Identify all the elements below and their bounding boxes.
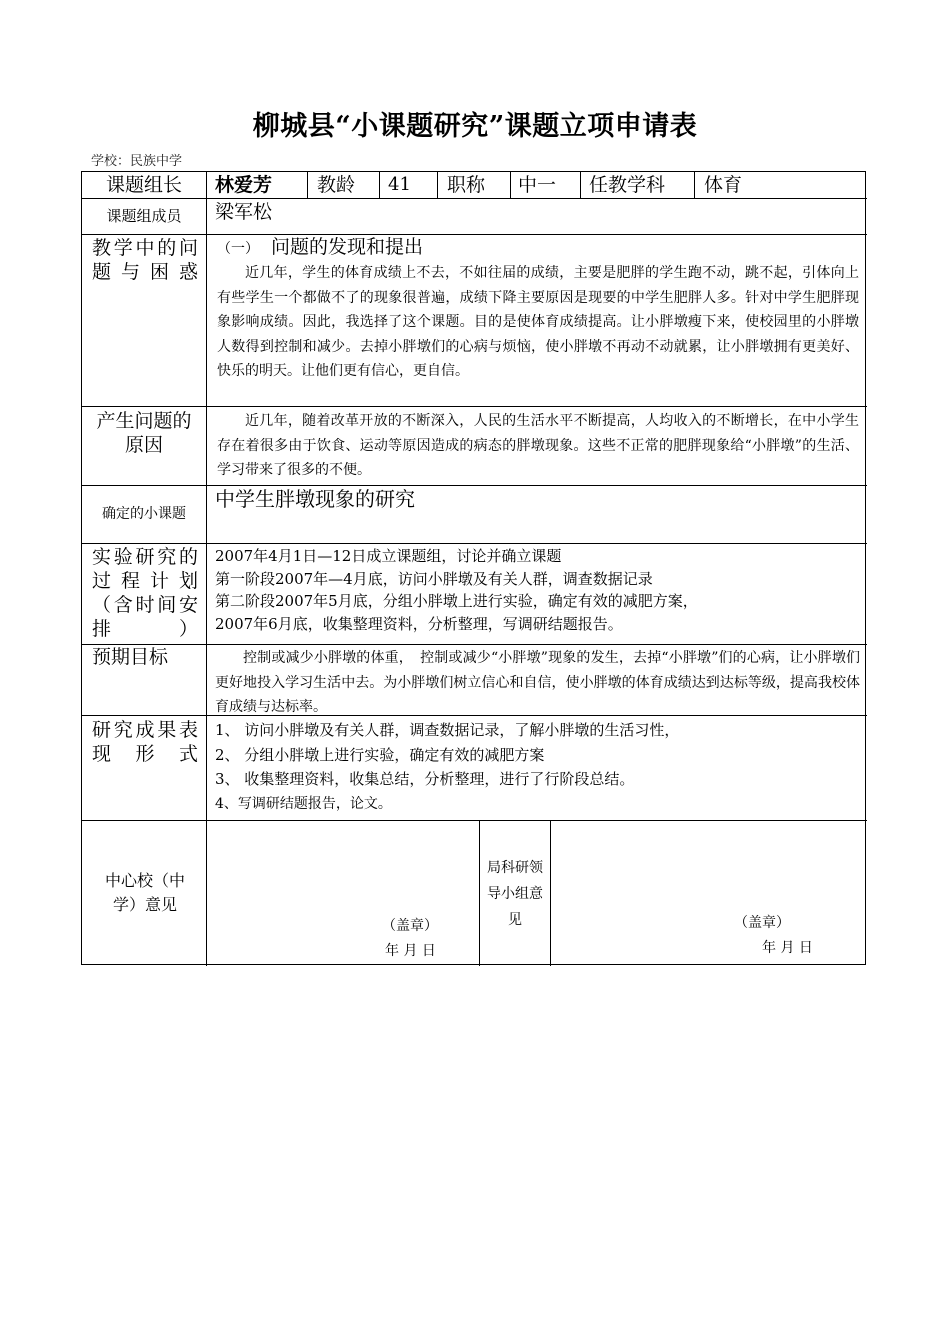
results-content: [215, 718, 860, 818]
row-divider: [82, 543, 867, 544]
problem-label: 教学中的问题与困惑: [92, 237, 198, 283]
row-divider: [82, 820, 867, 821]
column-divider: [437, 172, 438, 198]
teaching-subject-value: 体育: [704, 174, 743, 196]
center-school-opinion-label: 中心校（中学）意见: [104, 871, 185, 914]
problem-heading-number: （一）: [217, 241, 259, 257]
plan-label: 实验研究的过程计划（含时间安排）: [92, 546, 198, 640]
results-line: 3、 收集整理资料，收集总结，分析整理，进行了行阶段总结。: [215, 770, 635, 788]
bureau-date: 年 月 日: [762, 940, 813, 956]
column-divider: [307, 172, 308, 198]
page-title: 柳城县“小课题研究”课题立项申请表: [252, 111, 698, 142]
members-value: 梁军松: [215, 201, 273, 223]
column-divider: [379, 172, 380, 198]
column-divider: [694, 172, 695, 198]
cause-text: 近几年，随着改革开放的不断深入，人民的生活水平不断提高，人均收入的不断增长，在中小学生存在着很多由于饮食、运动等原因造成的病态的胖墩现象。这些不正常的肥胖现象给“小胖墩”的生活、学习带来了很多的不便。: [217, 413, 859, 478]
results-line: 2、 分组小胖墩上进行实验，确定有效的减肥方案: [215, 745, 545, 764]
plan-line: 2007年6月底，收集整理资料，分析整理，写调研结题报告。: [215, 614, 623, 633]
problem-content: [217, 235, 859, 405]
cause-label: 产生问题的原因: [96, 410, 192, 456]
plan-line: 第二阶段2007年5月底，分组小胖墩上进行实验，确定有效的减肥方案，: [215, 592, 698, 610]
column-divider: [206, 172, 207, 966]
row-divider: [82, 715, 867, 716]
plan-content: [215, 545, 860, 643]
leader-label: 课题组长: [105, 174, 182, 196]
title-rank-label: 职称: [447, 174, 486, 196]
title-rank-value: 中一: [518, 174, 557, 196]
column-divider: [479, 820, 480, 966]
bureau-opinion-label: 局科研领导小组意见: [487, 860, 543, 928]
plan-line: 2007年4月1日—12日成立课题组，讨论并确立课题: [215, 547, 562, 565]
problem-heading: 问题的发现和提出: [271, 236, 424, 258]
center-school-date: 年 月 日: [385, 943, 436, 959]
goal-text: 控制或减少小胖墩的体重， 控制或减少“小胖墩”现象的发生，去掉“小胖墩”们的心病，让小胖墩们更好地投入学习生活中去。为小胖墩们树立信心和自信，使小胖墩的体育成绩达到达标等级，提高我校体育成绩与达标率。: [215, 650, 860, 714]
center-school-seal: （盖章）: [382, 918, 438, 934]
topic-value: 中学生胖墩现象的研究: [215, 487, 415, 511]
leader-value: 林爱芳: [215, 174, 273, 196]
members-label: 课题组成员: [106, 207, 182, 225]
results-line: 1、 访问小胖墩及有关人群，调查数据记录，了解小胖墩的生活习性，: [215, 721, 680, 739]
goal-label: 预期目标: [92, 646, 169, 668]
column-divider: [580, 172, 581, 198]
teaching-age-label: 教龄: [317, 174, 356, 196]
results-label: 研究成果表现形式: [92, 719, 198, 765]
school-name: 学校：民族中学: [91, 154, 183, 169]
teaching-age-value: 41: [388, 174, 411, 195]
teaching-subject-label: 任教学科: [589, 174, 666, 196]
application-form-table: [81, 171, 866, 965]
column-divider: [510, 172, 511, 198]
column-divider: [550, 820, 551, 966]
row-divider: [82, 406, 867, 407]
plan-line: 第一阶段2007年—4月底，访问小胖墩及有关人群，调查数据记录: [215, 569, 653, 588]
topic-label: 确定的小课题: [102, 506, 186, 522]
results-line: 4、写调研结题报告，论文。: [215, 795, 392, 812]
bureau-seal: （盖章）: [734, 915, 790, 931]
problem-text: 近几年，学生的体育成绩上不去，不如往届的成绩，主要是肥胖的学生跑不动，跳不起，引体向上有些学生一个都做不了的现象很普遍，成绩下降主要原因是现要的中学生肥胖人多。针对中学生肥胖现象影响成绩。因此，我选择了这个课题。目的是使体育成绩提高。让小胖墩瘦下来，使校园里的小胖墩人数得到控制和减少。去掉小胖墩们的心病与烦恼，使小胖墩不再动不动就累，让小胖墩拥有更美好、快乐的明天。让他们更有信心，更自信。: [217, 265, 859, 379]
